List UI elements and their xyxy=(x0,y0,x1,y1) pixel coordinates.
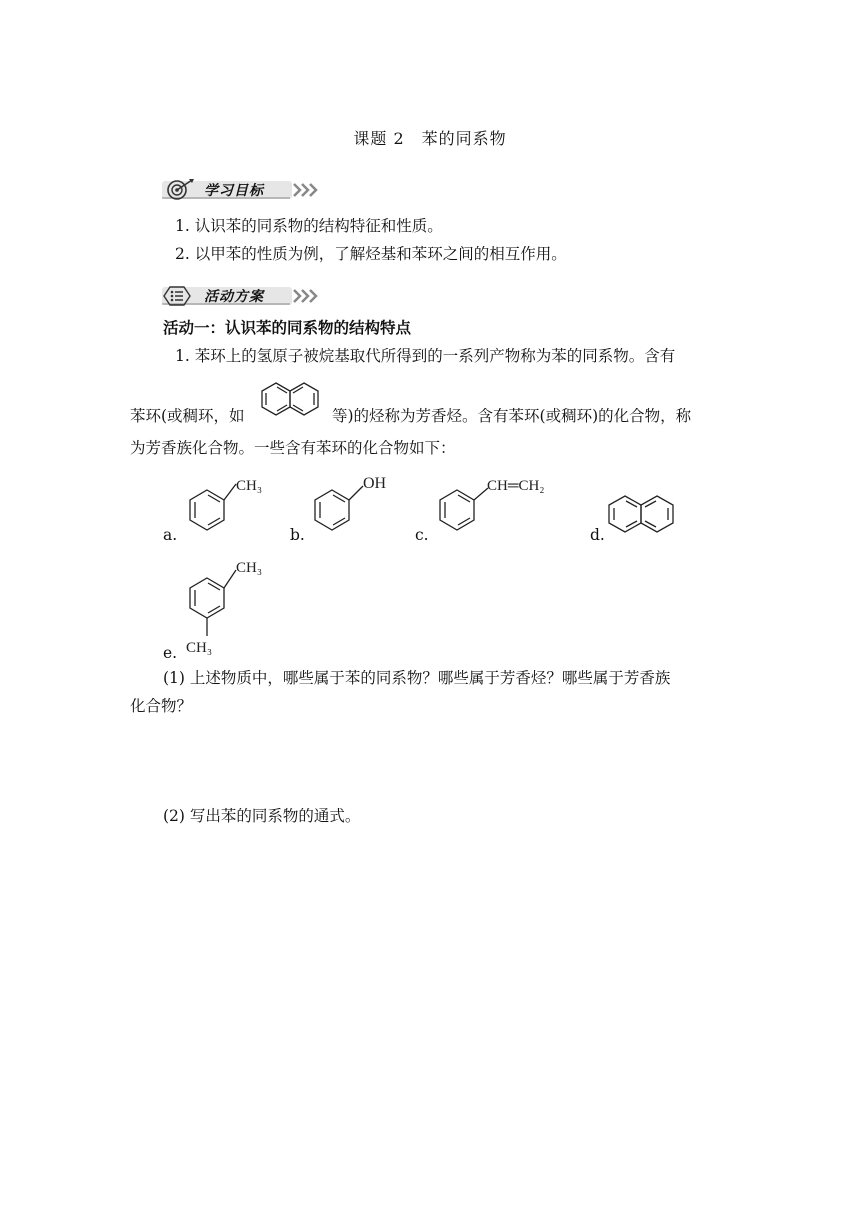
naphthalene-structure xyxy=(605,492,687,542)
compound-e-group-top: CH₃ xyxy=(236,560,263,576)
paragraph-line-2a: 苯环(或稠环，如 xyxy=(130,407,245,425)
activity-title: 活动一：认识苯的同系物的结构特点 xyxy=(163,319,412,337)
paragraph-line-1: 1. 苯环上的氢原子被烷基取代所得到的一系列产物称为苯的同系物。含有 xyxy=(175,347,676,365)
naphthalene-inline-structure xyxy=(258,375,330,423)
objective-item-1: 1. 认识苯的同系物的结构特征和性质。 xyxy=(175,217,443,235)
xylene-structure xyxy=(180,550,290,660)
paragraph-line-3: 为芳香族化合物。一些含有苯环的化合物如下： xyxy=(130,439,456,457)
compound-a-label: a. xyxy=(163,526,178,544)
paragraph-line-2b: 等)的烃称为芳香烃。含有苯环(或稠环)的化合物，称 xyxy=(332,407,692,425)
compound-c-group: CH═CH₂ xyxy=(487,478,545,494)
question-1-line-1: (1) 上述物质中，哪些属于苯的同系物？哪些属于芳香烃？哪些属于芳香族 xyxy=(163,669,671,687)
question-2: (2) 写出苯的同系物的通式。 xyxy=(163,807,361,825)
styrene-structure xyxy=(430,470,590,550)
toluene-structure xyxy=(180,470,290,550)
compound-a-group: CH₃ xyxy=(236,478,263,494)
objective-item-2: 2. 以甲苯的性质为例，了解烃基和苯环之间的相互作用。 xyxy=(175,245,567,263)
compound-c-label: c. xyxy=(415,526,429,544)
compound-b-group: OH xyxy=(363,475,387,492)
plan-banner-label: 活动方案 xyxy=(204,289,264,305)
phenol-structure xyxy=(305,470,405,550)
compound-e-group-bottom: CH₃ xyxy=(186,640,213,656)
page-title: 课题 2 苯的同系物 xyxy=(353,129,507,148)
objectives-banner xyxy=(162,178,322,202)
compound-e-label: e. xyxy=(163,644,178,662)
plan-banner xyxy=(162,284,322,308)
compound-b-label: b. xyxy=(290,526,305,544)
objectives-banner-label: 学习目标 xyxy=(204,183,264,199)
compound-d-label: d. xyxy=(590,526,605,544)
question-1-line-2: 化合物？ xyxy=(130,697,193,715)
